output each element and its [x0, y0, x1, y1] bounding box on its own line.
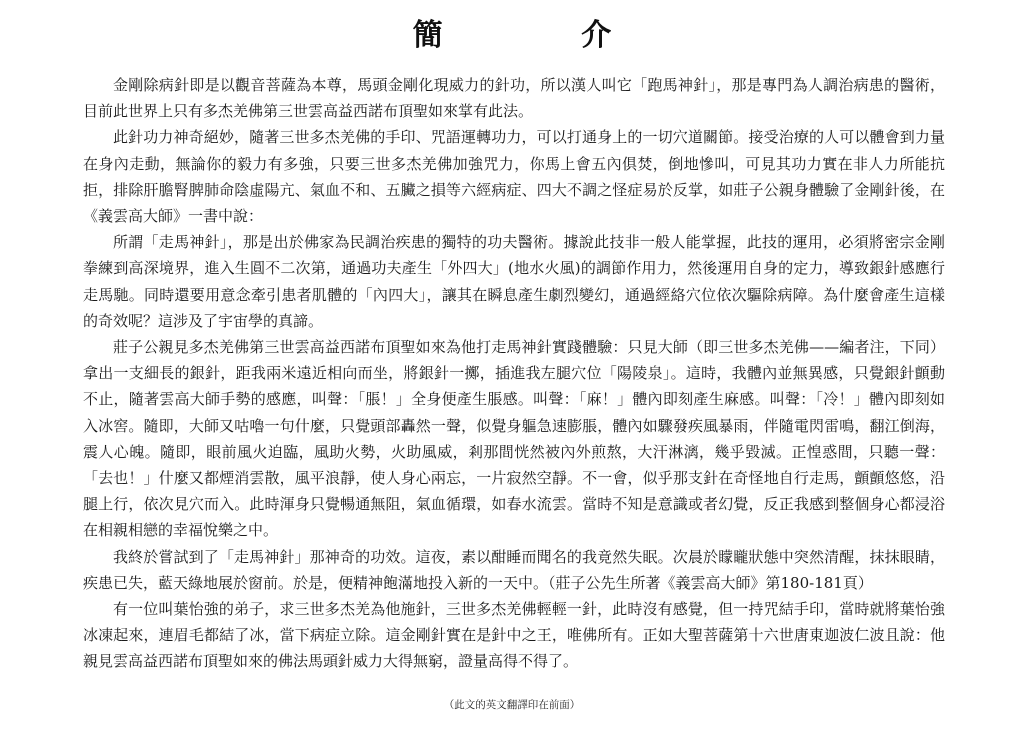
paragraph-disciple-story: 有一位叫葉怡強的弟子，求三世多杰羌為他施針，三世多杰羌佛輕輕一針，此時沒有感覺，但一持咒結手印，當時就將葉怡強冰凍起來，連眉毛都結了冰，當下病症立除。這金剛針實在是針中之王，唯佛所有。正如大聖菩薩第十六世唐東迦波仁波且說：他親見雲高益西諾布頂聖如來的佛法馬頭針威力大得無窮，證量高得不得了。	[83, 600, 945, 671]
paragraph-needle-power: 此針功力神奇絕妙，隨著三世多杰羌佛的手印、咒語運轉功力，可以打通身上的一切穴道關節。接受治療的人可以體會到力量在身內走動，無論你的毅力有多強，只要三世多杰羌佛加強咒力，你馬上會五內俱焚，倒地慘叫，可見其功力實在非人力所能抗拒，排除肝膽腎脾肺命陰虛陽亢、氣血不和、五臟之損等六經病症、四大不調之怪症易於反掌，如莊子公親身體驗了金剛針後，在《義雲高大師》一書中說：	[83, 128, 945, 226]
paragraph-quote-definition: 所謂「走馬神針」，那是出於佛家為民調治疾患的獨特的功夫醫術。據說此技非一般人能掌握，此技的運用，必須將密宗金剛拳練到高深境界，進入生圓不二次第，通過功夫產生「外四大」(地水火風)的調節作用力，然後運用自身的定力，導致銀針感應行走馬馳。同時還要用意念牽引患者肌體的「內四大」，讓其在瞬息產生劇烈變幻，通過經絡穴位依次驅除病障。為什麼會產生這樣的奇效呢？這涉及了宇宙學的真諦。	[83, 233, 945, 330]
page-title: 簡 介	[412, 18, 676, 53]
paragraph-intro: 金剛除病針即是以觀音菩薩為本尊，馬頭金剛化現威力的針功，所以漢人叫它「跑馬神針」，那是專門為人調治病患的醫術，目前此世界上只有多杰羌佛第三世雲高益西諾布頂聖如來掌有此法。	[83, 76, 945, 121]
paragraph-result: 我終於嘗試到了「走馬神針」那神奇的功效。這夜，素以酣睡而聞名的我竟然失眠。次晨於矇矓狀態中突然清醒，抹抹眼睛，疾患已失，藍天綠地展於窗前。於是，便精神飽滿地投入新的一天中。（莊子公先生所著《義雲高大師》第180-181頁）	[83, 547, 945, 592]
footer-note: （此文的英文翻譯印在前面）	[443, 699, 581, 711]
paragraph-experience: 莊子公親見多杰羌佛第三世雲高益西諾布頂聖如來為他打走馬神針實踐體驗：只見大師（即三世多杰羌佛——編者注，下同）拿出一支細長的銀針，距我兩米遠近相向而坐，將銀針一擲，插進我左腿穴位「陽陵泉」。這時，我體內並無異感，只覺銀針顫動不止，隨著雲高大師手勢的感應，叫聲：「脹！」全身便產生脹感。叫聲：「麻！」體內即刻產生麻感。叫聲：「冷！」體內即刻如入冰窖。隨即，大師又咕嚕一句什麼，只覺頭部轟然一聲，似覺身軀急速膨脹，體內如驟發疾風暴雨，伴隨電閃雷鳴，翻江倒海，震人心魄。隨即，眼前風火迫臨，風助火勢，火助風威，剎那間恍然被內外煎熬，大汗淋漓，幾乎毀滅。正惶惑間，只聽一聲：「去也！」什麼又都煙消雲散，風平浪靜，使人身心兩忘，一片寂然空靜。不一會，似乎那支針在奇怪地自行走馬，顫顫悠悠，沿腿上行，依次見穴而入。此時渾身只覺暢通無阻，氣血循環，如春水流雲。當時不知是意識或者幻覺，反正我感到整個身心都浸浴在相親相戀的幸福悅樂之中。	[83, 338, 945, 540]
body-text	[83, 72, 945, 675]
